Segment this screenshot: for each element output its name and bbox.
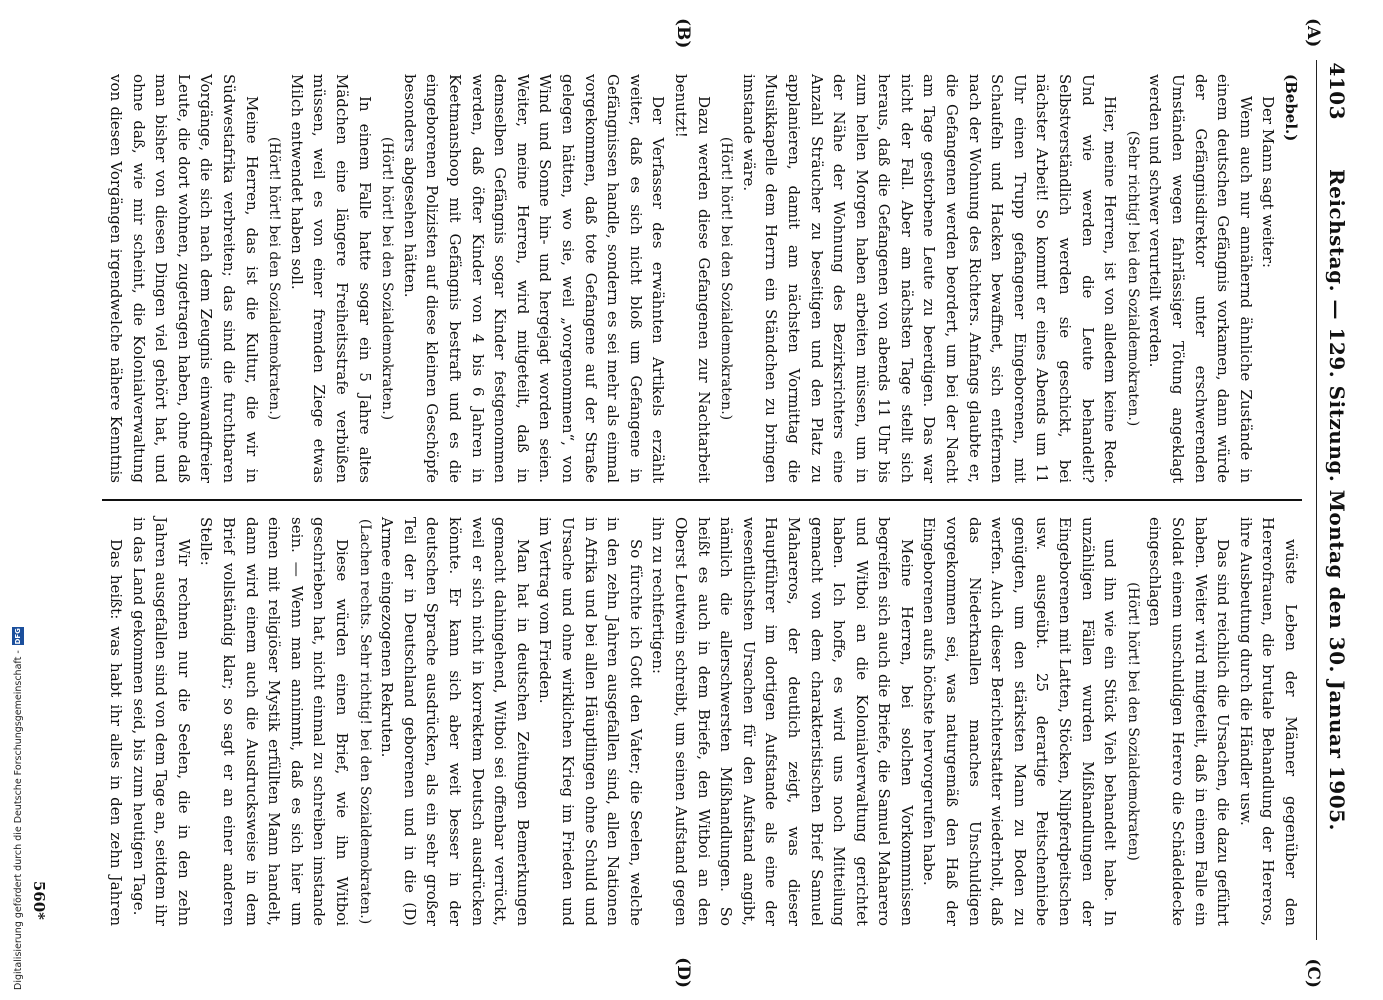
page-title: Reichstag. — 129. Sitzung. Montag den 30. Januar 1905. (1325, 168, 1349, 832)
paragraph: wüste Leben der Männer gegenüber den Hererofrauen, die brutale Behandlung der Hereros, ihre Ausbeutung durch die Händler usw. (1236, 517, 1300, 926)
paragraph: (Sehr richtig! bei den Sozialdemokraten.) (1124, 130, 1141, 427)
paragraph: Der Verfasser des erwähnten Artikels erzählt weiter, daß es sich nicht bloß um Gefangene in Gefängnissen handle, sondern es sei mehr als einmal vorgekommen, daß tote Gefangene auf der Straße gelegen hätten, wo sie, weil „vorgenommen“, von Wind und Sonne hin- und hergejagt worden seien. Weiter, meine Herren, wird mitgeteilt, daß in demselben Gefängnis sogar Kinder festgenommen werden, daß öfter Kinder von 4 bis 6 Jahren in Keetmanshoop mit Gefängnis bestraft und es die eingeborenen Polizisten auf diese kleinen Geschöpfe besonders abgesehen hätten. (400, 74, 668, 483)
page-header (1316, 60, 1349, 940)
paragraph: und ihn wie ein Stück Vieh behandelt habe. In unzähligen Fällen wurden Mißhandlungen der Eingeborenen mit Latten, Stöcken, Nilpferdpeitschen usw. ausgeübt. 25 derartige Peitschenhiebe genügten, um den stärksten Mann zu Boden zu werfen. Auch dieser Berichterstatter wiederholt, daß das Niederknallen manches Unschuldigen vorgekommen sei, was naturgemäß den Haß der Eingeborenen aufs höchste hervorgerufen habe. (920, 517, 1120, 926)
paragraph: Dazu werden diese Gefangenen zur Nachtarbeit benutzt! (671, 74, 713, 483)
margin-letter-a: (A) (1303, 18, 1323, 48)
paragraph: Wir rechnen nur die Seelen, die in den zehn Jahren ausgefallen sind von dem Tage an, seitdem ihr in das Land gekommen seid, bis zum heutigen Tage. (129, 517, 193, 926)
margin-letter-d: (D) (673, 957, 693, 988)
paragraph: Meine Herren, bei solchen Vorkommnissen begreifen sich auch die Briefe, die Samuel Maharero und Witboi an die Kolonialverwaltung gerichtet haben. Ich hoffe, es wird uns noch Mitteilung gemacht von dem charakteristischen Brief Samuel Mahareros, der deutlich zeigt, was dieser Hauptführer im dortigen Aufstande als eine der wesentlichsten Ursachen für den Aufstand angibt, nämlich die allerschwersten Mißhandlungen. So heißt es auch in dem Briefe, den Witboi an den Oberst Leutwein schreibt, um seinen Aufstand gegen ihn zu rechtfertigen: (649, 517, 916, 926)
paragraph: (Hört! hört! bei den Sozialdemokraten.) (718, 136, 735, 421)
paragraph: In einem Falle hatte sogar ein 5 Jahre altes Mädchen eine längere Freiheitsstrafe verbüßen müssen, weil es von einer fremden Ziege etwas Milch entwendet haben soll. (287, 74, 374, 483)
dfg-logo: DFG (14, 628, 22, 645)
paragraph: (Hört! hört! bei den Sozialdemokraten.) (266, 136, 283, 421)
speaker-label: (Bebel.) (1282, 74, 1300, 142)
margin-letter-b: (B) (673, 18, 693, 49)
paragraph: Wenn auch nur annähernd ähnliche Zustände in einem deutschen Gefängnis vorkamen, dann würde der Gefängnisdirektor unter erschwerenden Umständen wegen fahrlässiger Tötung angeklagt werden und schwer verurteilt werden. (1146, 74, 1255, 483)
paragraph: (Lachen rechts. Sehr richtig! bei den Sozialdemokraten.) (356, 518, 373, 925)
paragraph: Das heißt: was habt ihr alles in den zehn Jahren (107, 539, 126, 926)
credit-text: Digitalisierung gefördert durch die Deutsche Forschungsgemeinschaft - (12, 650, 24, 990)
column-rule (102, 499, 1302, 501)
paragraph: (Hört! hört! bei den Sozialdemokraten.) (379, 136, 396, 421)
paragraph: Das sind reichlich die Ursachen, die dazu geführt haben. Weiter wird mitgeteilt, daß in einem Falle ein Soldat einem unschuldigen Herero die Schädeldecke eingeschlagen (1146, 517, 1233, 926)
paragraph: Der Mann sagt weiter: (1259, 96, 1278, 268)
paragraph: Hier, meine Herren, ist von alledem keine Rede. Und wie werden die Leute behandelt? Selbstverständlich werden sie geschickt, bei nächster Arbeit! So kommt er eines Abends um 11 Uhr einen Trupp gefangener Eingeborenen, mit Schaufeln und Hacken bewaffnet, sich entfernen nach der Wohnung des Richters. Anfangs glaubte er, die Gefangenen werden beordert, um bei der Nacht am Tage gestorbene Leute zu beerdigen. Das war nicht der Fall. Aber am nächsten Tage stellt sich heraus, daß die Gefangenen von abends 11 Uhr bis zum hellen Morgen haben arbeiten müssen, um in der Nähe der Wohnung des Bezirksrichters eine Anzahl Sträucher zu beseitigen und den Platz zu applanieren, damit am nächsten Vormittag die Musikkapelle dem Herrn ein Ständchen zu bringen imstande wäre. (739, 74, 1120, 483)
left-column (102, 60, 1302, 497)
right-column (102, 503, 1302, 940)
page-number: 4103 (1325, 62, 1349, 120)
digitization-credit (8, 600, 28, 990)
paragraph: (Hört! hört! bei den Sozialdemokraten) (1124, 582, 1141, 861)
signature-mark: 560* (30, 880, 48, 920)
paragraph: Man hat in deutschen Zeitungen Bemerkungen gemacht dahingehend, Witboi sei offenbar verrückt, weil er sich nicht in korrektem Deutsch ausdrücken könnte. Er kann sich aber weit besser in der deutschen Sprache ausdrücken, als ein sehr großer Teil der in Deutschland geborenen und in die (D) Armee eingezogenen Rekruten. (378, 517, 532, 926)
paragraph: Diese würden einen Brief, wie ihn Witboi geschrieben hat, nicht einmal zu schreiben imstande sein. — Wenn man annimmt, daß es sich hier um einen mit religiöser Mystik erfüllten Mann handelt, dann wird einem auch die Ausdrucksweise in dem Brief vollständig klar; so sagt er an einer anderen Stelle: (197, 517, 352, 926)
text-columns (102, 60, 1302, 940)
paragraph: Meine Herren, das ist die Kultur, die wir in Südwestafrika verbreiten; das sind die furchtbaren Vorgänge, die sich nach dem Zeugnis einwandfreier Leute, die dort wohnen, zugetragen haben, ohne daß man bisher von diesen Dingen viel gehört hat, und ohne daß, wie mir scheint, die Kolonialverwaltung von diesen Vorgängen irgendwelche nähere Kenntnis (107, 74, 261, 483)
paragraph: So fürchte ich Gott den Vater; die Seelen, welche in den zehn Jahren ausgefallen sind, allen Nationen in Afrika und bei allen Häuptlingen ohne Schuld und Ursache und ohne wirklichen Krieg im Frieden und im Vertrag vom Frieden. (536, 517, 645, 926)
margin-letter-c: (C) (1303, 958, 1323, 988)
